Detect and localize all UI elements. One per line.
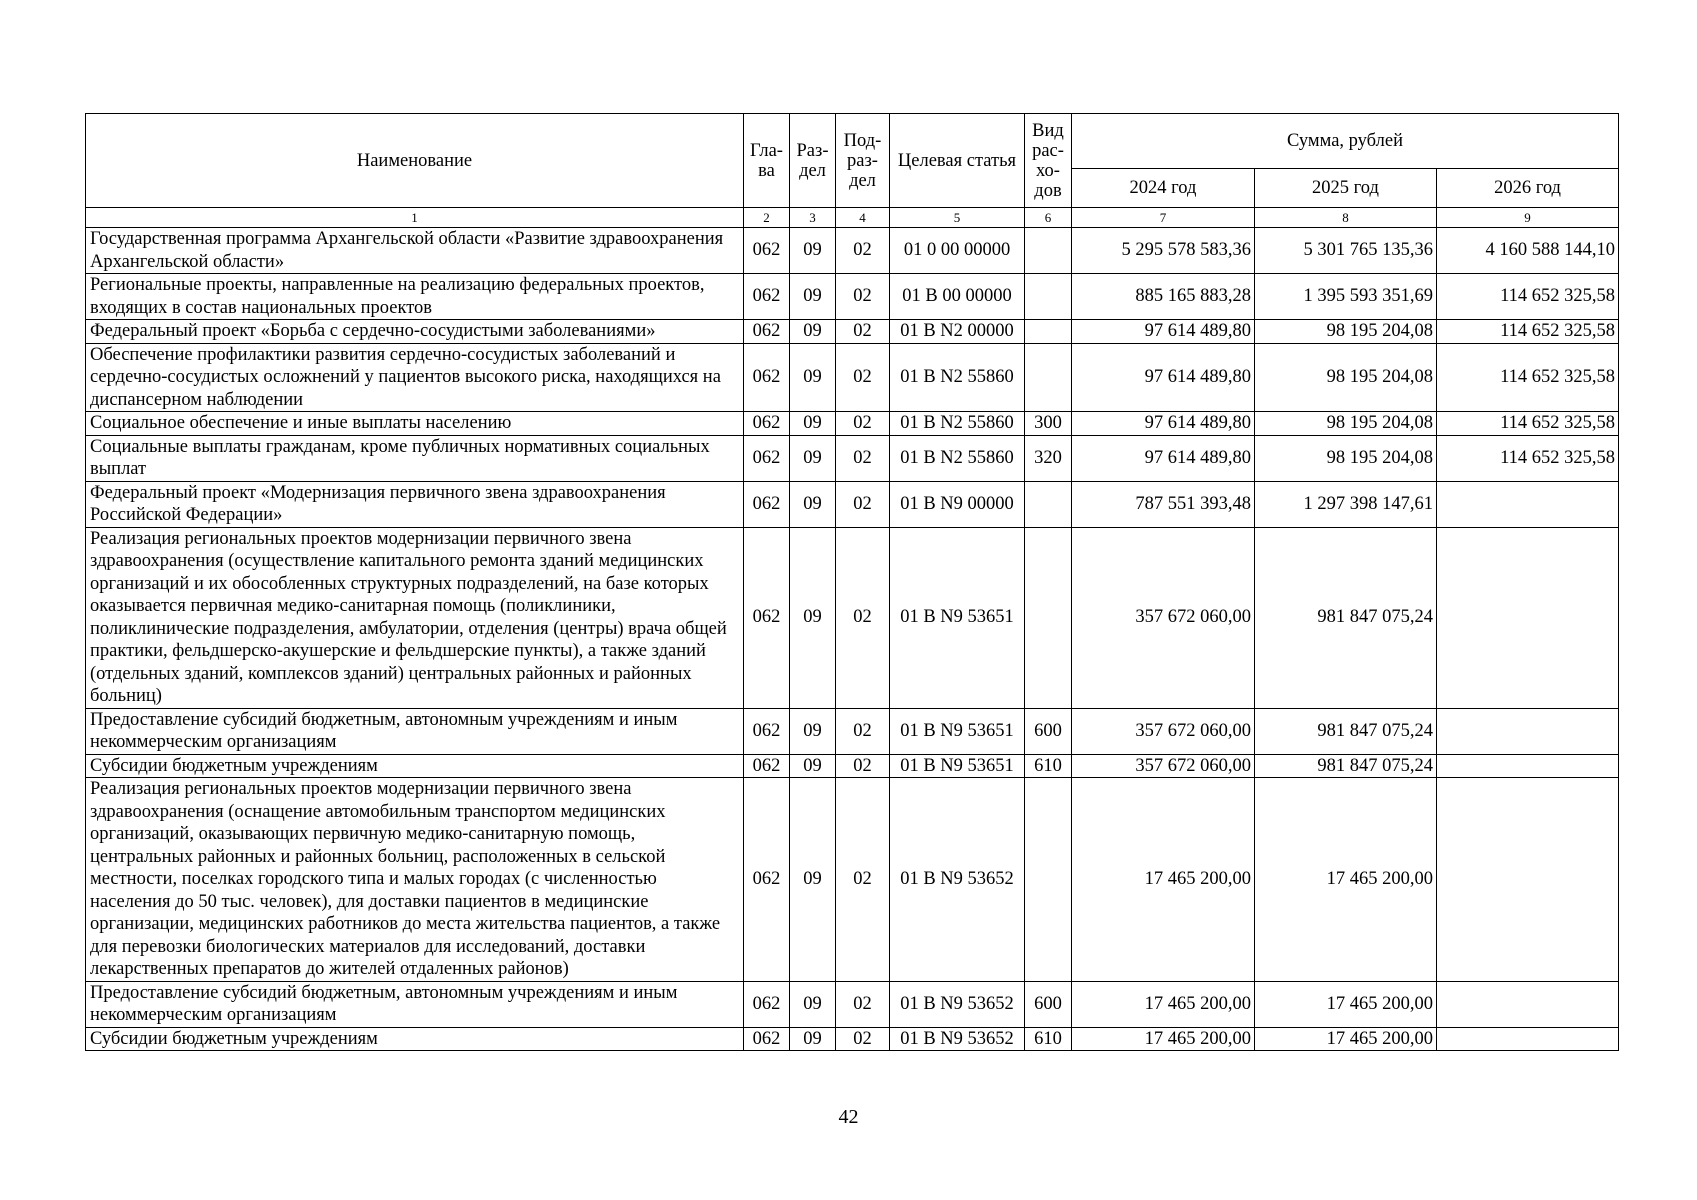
row-tselevaya: 01 В N2 55860 [890, 343, 1025, 412]
row-amount-2024: 97 614 489,80 [1072, 320, 1255, 344]
row-amount-2026 [1437, 981, 1619, 1027]
header-year-2025: 2025 год [1255, 169, 1437, 208]
column-number: 2 [744, 208, 790, 228]
header-podrazdel-text: Под-раз-дел [843, 130, 882, 191]
row-glava: 062 [744, 435, 790, 481]
row-amount-2026: 114 652 325,58 [1437, 320, 1619, 344]
row-amount-2026: 114 652 325,58 [1437, 343, 1619, 412]
header-year-2026: 2026 год [1437, 169, 1619, 208]
row-vid [1025, 527, 1072, 708]
column-number: 3 [790, 208, 836, 228]
budget-table [85, 113, 1619, 1051]
row-amount-2025: 98 195 204,08 [1255, 412, 1437, 436]
row-glava: 062 [744, 527, 790, 708]
row-amount-2026 [1437, 1027, 1619, 1051]
row-razdel: 09 [790, 754, 836, 778]
row-podrazdel: 02 [836, 435, 890, 481]
row-tselevaya: 01 В N9 53652 [890, 981, 1025, 1027]
header-tselevaya-text: Целевая статья [897, 150, 1017, 171]
row-amount-2026: 4 160 588 144,10 [1437, 228, 1619, 274]
table-row [86, 527, 1619, 708]
row-amount-2025: 981 847 075,24 [1255, 754, 1437, 778]
row-amount-2024: 357 672 060,00 [1072, 754, 1255, 778]
row-razdel: 09 [790, 343, 836, 412]
row-razdel: 09 [790, 320, 836, 344]
row-podrazdel: 02 [836, 412, 890, 436]
row-name: Социальные выплаты гражданам, кроме публичных нормативных социальных выплат [86, 435, 744, 481]
row-glava: 062 [744, 343, 790, 412]
row-vid [1025, 778, 1072, 982]
row-name: Предоставление субсидий бюджетным, автономным учреждениям и иным некоммерческим организациям [86, 981, 744, 1027]
row-amount-2024: 97 614 489,80 [1072, 435, 1255, 481]
row-vid: 610 [1025, 754, 1072, 778]
row-vid [1025, 228, 1072, 274]
row-razdel: 09 [790, 708, 836, 754]
row-amount-2025: 98 195 204,08 [1255, 435, 1437, 481]
column-number: 8 [1255, 208, 1437, 228]
column-number: 5 [890, 208, 1025, 228]
row-razdel: 09 [790, 981, 836, 1027]
row-name: Федеральный проект «Борьба с сердечно-сосудистыми заболеваниями» [86, 320, 744, 344]
table-row [86, 320, 1619, 344]
row-amount-2026 [1437, 708, 1619, 754]
row-name: Реализация региональных проектов модернизации первичного звена здравоохранения (оснащение автомобильным транспортом медицинских организаций, оказывающих первичную медико-санитарную помощь, центральных районных и районных больниц, расположенных в сельской местности, поселках городского типа и малых городах (с численностью населения до 50 тыс. человек), для доставки пациентов в медицинские организации, медицинских работников до места жительства пациентов, а также для перевозки биологических материалов для исследований, доставки лекарственных препаратов до жителей отдаленных районов) [86, 778, 744, 982]
row-name: Обеспечение профилактики развития сердечно-сосудистых заболеваний и сердечно-сосудистых осложнений у пациентов высокого риска, находящихся на диспансерном наблюдении [86, 343, 744, 412]
row-razdel: 09 [790, 527, 836, 708]
row-amount-2024: 357 672 060,00 [1072, 527, 1255, 708]
row-amount-2024: 17 465 200,00 [1072, 1027, 1255, 1051]
row-amount-2024: 17 465 200,00 [1072, 778, 1255, 982]
row-vid: 600 [1025, 981, 1072, 1027]
table-row [86, 481, 1619, 527]
row-name: Региональные проекты, направленные на реализацию федеральных проектов, входящих в состав национальных проектов [86, 274, 744, 320]
row-amount-2025: 1 395 593 351,69 [1255, 274, 1437, 320]
header-razdel-text: Раз-дел [796, 140, 829, 181]
column-number: 7 [1072, 208, 1255, 228]
row-glava: 062 [744, 320, 790, 344]
row-tselevaya: 01 В N9 53652 [890, 778, 1025, 982]
column-number-row [86, 208, 1619, 228]
row-name: Социальное обеспечение и иные выплаты населению [86, 412, 744, 436]
header-vid-text: Вид рас-хо-дов [1032, 120, 1064, 201]
row-podrazdel: 02 [836, 343, 890, 412]
row-amount-2024: 5 295 578 583,36 [1072, 228, 1255, 274]
row-amount-2025: 981 847 075,24 [1255, 527, 1437, 708]
row-glava: 062 [744, 228, 790, 274]
row-tselevaya: 01 В 00 00000 [890, 274, 1025, 320]
table-body [86, 228, 1619, 1051]
row-amount-2026: 114 652 325,58 [1437, 412, 1619, 436]
row-tselevaya: 01 В N2 55860 [890, 435, 1025, 481]
row-tselevaya: 01 В N9 53651 [890, 527, 1025, 708]
row-podrazdel: 02 [836, 754, 890, 778]
column-number: 1 [86, 208, 744, 228]
row-glava: 062 [744, 778, 790, 982]
row-razdel: 09 [790, 228, 836, 274]
table-row [86, 228, 1619, 274]
column-number: 4 [836, 208, 890, 228]
header-glava [744, 114, 790, 208]
row-glava: 062 [744, 981, 790, 1027]
row-tselevaya: 01 В N9 53652 [890, 1027, 1025, 1051]
row-name: Федеральный проект «Модернизация первичного звена здравоохранения Российской Федерации» [86, 481, 744, 527]
header-razdel [790, 114, 836, 208]
header-summa: Сумма, рублей [1072, 114, 1619, 169]
header-vid [1025, 114, 1072, 208]
row-name: Реализация региональных проектов модернизации первичного звена здравоохранения (осуществление капитального ремонта зданий медицинских организаций и их обособленных структурных подразделений, на базе которых оказывается первичная медико-санитарная помощь (поликлиники, поликлинические подразделения, амбулатории, отделения (центры) врача общей практики, фельдшерско-акушерские и фельдшерские пункты), а также зданий (отдельных зданий, комплексов зданий) центральных районных и районных больниц) [86, 527, 744, 708]
row-amount-2025: 17 465 200,00 [1255, 1027, 1437, 1051]
row-amount-2024: 357 672 060,00 [1072, 708, 1255, 754]
row-glava: 062 [744, 708, 790, 754]
row-vid: 600 [1025, 708, 1072, 754]
row-amount-2024: 97 614 489,80 [1072, 412, 1255, 436]
header-podrazdel [836, 114, 890, 208]
table-row [86, 1027, 1619, 1051]
row-razdel: 09 [790, 1027, 836, 1051]
row-podrazdel: 02 [836, 981, 890, 1027]
row-vid [1025, 343, 1072, 412]
row-tselevaya: 01 В N9 00000 [890, 481, 1025, 527]
column-number: 6 [1025, 208, 1072, 228]
row-amount-2026 [1437, 778, 1619, 982]
header-year-2024: 2024 год [1072, 169, 1255, 208]
row-razdel: 09 [790, 435, 836, 481]
row-name: Государственная программа Архангельской области «Развитие здравоохранения Архангельской области» [86, 228, 744, 274]
table-row [86, 412, 1619, 436]
table-row [86, 708, 1619, 754]
table-row [86, 343, 1619, 412]
row-amount-2025: 98 195 204,08 [1255, 343, 1437, 412]
header-tselevaya [890, 114, 1025, 208]
row-podrazdel: 02 [836, 778, 890, 982]
row-podrazdel: 02 [836, 1027, 890, 1051]
row-glava: 062 [744, 274, 790, 320]
row-amount-2025: 5 301 765 135,36 [1255, 228, 1437, 274]
table-row [86, 274, 1619, 320]
row-podrazdel: 02 [836, 274, 890, 320]
page-number: 42 [838, 1106, 859, 1128]
row-amount-2025: 98 195 204,08 [1255, 320, 1437, 344]
column-number: 9 [1437, 208, 1619, 228]
row-amount-2024: 885 165 883,28 [1072, 274, 1255, 320]
row-amount-2025: 981 847 075,24 [1255, 708, 1437, 754]
row-name: Субсидии бюджетным учреждениям [86, 1027, 744, 1051]
row-vid: 610 [1025, 1027, 1072, 1051]
row-vid [1025, 320, 1072, 344]
row-amount-2026 [1437, 527, 1619, 708]
row-razdel: 09 [790, 274, 836, 320]
header-glava-text: Гла-ва [750, 140, 783, 181]
row-razdel: 09 [790, 778, 836, 982]
header-name: Наименование [86, 114, 744, 208]
row-vid [1025, 481, 1072, 527]
row-tselevaya: 01 В N9 53651 [890, 708, 1025, 754]
row-vid [1025, 274, 1072, 320]
row-amount-2025: 17 465 200,00 [1255, 778, 1437, 982]
row-name: Субсидии бюджетным учреждениям [86, 754, 744, 778]
row-podrazdel: 02 [836, 527, 890, 708]
row-tselevaya: 01 В N2 00000 [890, 320, 1025, 344]
row-amount-2024: 787 551 393,48 [1072, 481, 1255, 527]
row-podrazdel: 02 [836, 708, 890, 754]
row-amount-2026: 114 652 325,58 [1437, 274, 1619, 320]
row-amount-2025: 17 465 200,00 [1255, 981, 1437, 1027]
row-vid: 300 [1025, 412, 1072, 436]
row-podrazdel: 02 [836, 228, 890, 274]
row-tselevaya: 01 В N2 55860 [890, 412, 1025, 436]
table-row [86, 435, 1619, 481]
row-podrazdel: 02 [836, 481, 890, 527]
table-header [86, 114, 1619, 228]
row-razdel: 09 [790, 412, 836, 436]
table-row [86, 981, 1619, 1027]
row-glava: 062 [744, 481, 790, 527]
row-glava: 062 [744, 754, 790, 778]
row-amount-2024: 97 614 489,80 [1072, 343, 1255, 412]
row-podrazdel: 02 [836, 320, 890, 344]
row-amount-2026: 114 652 325,58 [1437, 435, 1619, 481]
row-tselevaya: 01 0 00 00000 [890, 228, 1025, 274]
row-glava: 062 [744, 1027, 790, 1051]
row-vid: 320 [1025, 435, 1072, 481]
row-name: Предоставление субсидий бюджетным, автономным учреждениям и иным некоммерческим организациям [86, 708, 744, 754]
row-tselevaya: 01 В N9 53651 [890, 754, 1025, 778]
row-glava: 062 [744, 412, 790, 436]
table-row [86, 754, 1619, 778]
row-amount-2025: 1 297 398 147,61 [1255, 481, 1437, 527]
table-row [86, 778, 1619, 982]
row-amount-2026 [1437, 754, 1619, 778]
row-razdel: 09 [790, 481, 836, 527]
row-amount-2024: 17 465 200,00 [1072, 981, 1255, 1027]
row-amount-2026 [1437, 481, 1619, 527]
